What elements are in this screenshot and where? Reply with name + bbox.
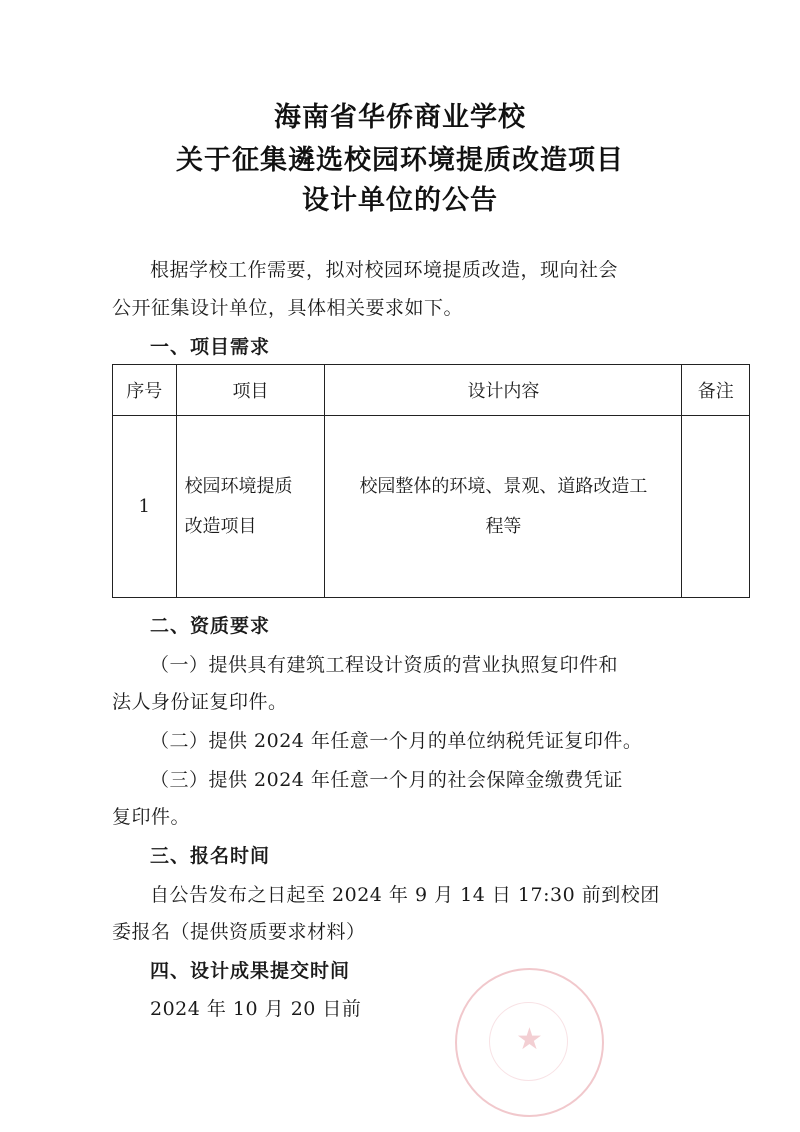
cell-no: 1 (113, 416, 177, 598)
title-line-1: 海南省华侨商业学校 (274, 102, 526, 133)
title-line-3: 设计单位的公告 (302, 185, 498, 216)
section2-item3-line2: 复印件。 (112, 806, 191, 828)
cell-project-line-2: 改造项目 (184, 515, 257, 537)
table-header-row (113, 365, 750, 416)
header-project: 项目 (176, 365, 325, 416)
header-remark: 备注 (682, 365, 750, 416)
section4-heading: 四、设计成果提交时间 (150, 960, 351, 982)
table-row (113, 416, 750, 598)
section1-heading: 一、项目需求 (150, 336, 271, 358)
official-seal-stamp (455, 968, 604, 1117)
header-no: 序号 (113, 365, 177, 416)
section2-item1-line2: 法人身份证复印件。 (112, 691, 288, 713)
cell-content-line-2: 程等 (485, 515, 522, 537)
seal-star-icon: ★ (516, 1022, 543, 1057)
title-line-2: 关于征集遴选校园环境提质改造项目 (176, 145, 624, 176)
section2-heading: 二、资质要求 (150, 615, 271, 637)
section3-line2: 委报名（提供资质要求材料） (112, 921, 366, 943)
requirements-table (112, 364, 750, 598)
cell-project (176, 416, 325, 598)
cell-content-line-1: 校园整体的环境、景观、道路改造工 (359, 475, 648, 497)
section2-item1-line1: （一）提供具有建筑工程设计资质的营业执照复印件和 (150, 654, 619, 676)
header-content: 设计内容 (325, 365, 682, 416)
cell-remark (682, 416, 750, 598)
intro-line-1: 根据学校工作需要，拟对校园环境提质改造，现向社会 (150, 259, 619, 281)
section3-heading: 三、报名时间 (150, 845, 271, 867)
section4-line1: 2024 年 10 月 20 日前 (150, 998, 362, 1020)
cell-content (325, 416, 682, 598)
cell-project-line-1: 校园环境提质 (184, 475, 293, 497)
section2-item3-line1: （三）提供 2024 年任意一个月的社会保障金缴费凭证 (150, 769, 623, 791)
section2-item2: （二）提供 2024 年任意一个月的单位纳税凭证复印件。 (150, 730, 643, 752)
section3-line1: 自公告发布之日起至 2024 年 9 月 14 日 17:30 前到校团 (150, 884, 660, 906)
intro-line-2: 公开征集设计单位，具体相关要求如下。 (112, 297, 464, 319)
